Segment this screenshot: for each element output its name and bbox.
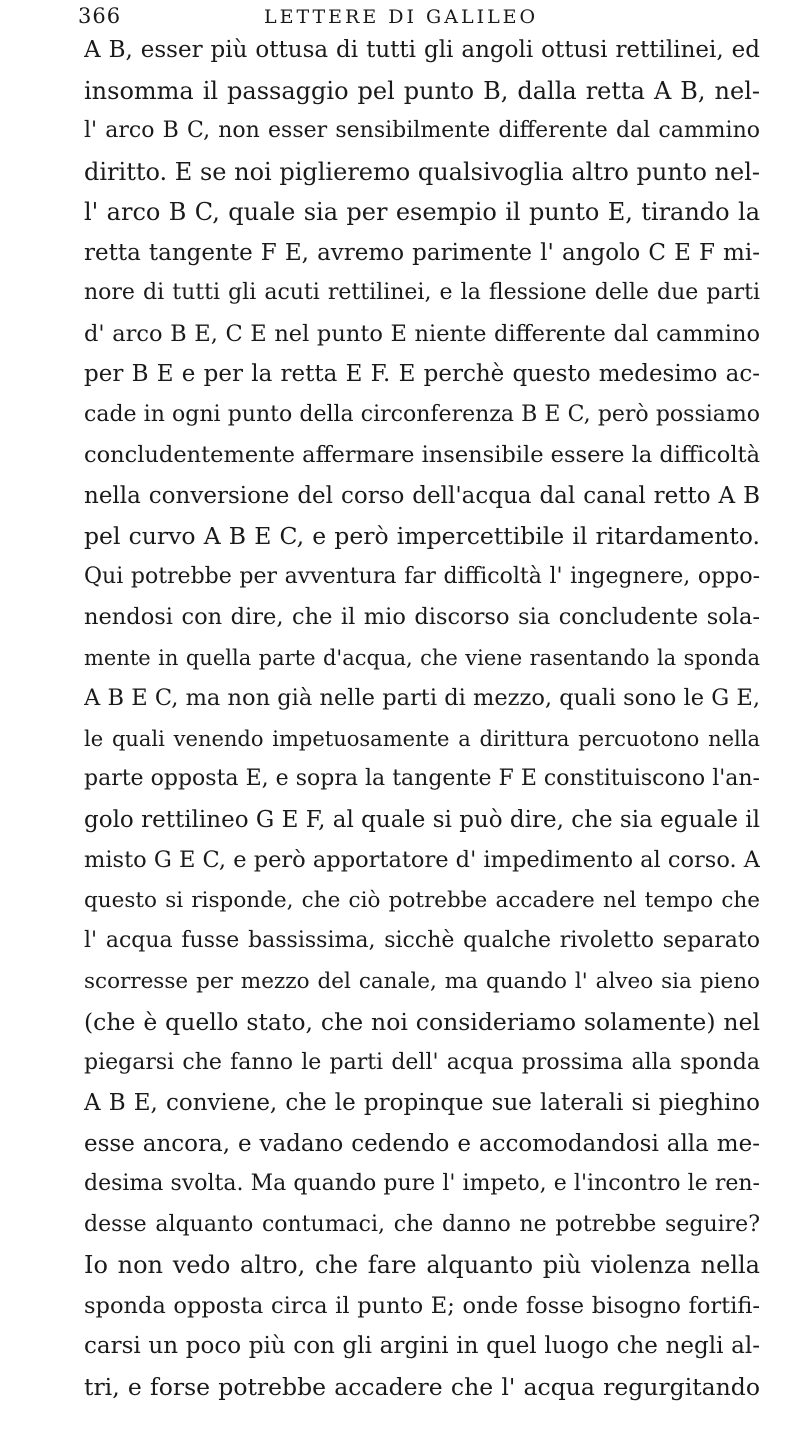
text-line: desse alquanto contumaci, che danno ne potrebbe seguire? xyxy=(84,1211,760,1237)
text-line: nella conversione del corso dell'acqua dal canal retto A B xyxy=(84,482,760,509)
text-line: sponda opposta circa il punto E; onde fosse bisogno fortifi- xyxy=(84,1292,760,1319)
text-line: nore di tutti gli acuti rettilinei, e la flessione delle due parti xyxy=(84,280,760,305)
text-line: tri, e forse potrebbe accadere che l' acqua regurgitando xyxy=(84,1372,760,1401)
text-line: misto G E C, e però apportatore d' impedimento al corso. A xyxy=(84,847,760,873)
text-line: l' arco B C, quale sia per esempio il punto E, tirando la xyxy=(84,198,760,226)
text-line: golo rettilineo G E F, al quale si può dire, che sia eguale il xyxy=(84,806,760,833)
text-line: A B E, conviene, che le propinque sue laterali si pieghino xyxy=(84,1090,760,1116)
text-line: concludentemente affermare insensibile essere la difficoltà xyxy=(84,442,760,468)
text-line: diritto. E se noi piglieremo qualsivoglia altro punto nel- xyxy=(84,157,760,186)
text-line: Io non vedo altro, che fare alquanto più violenza nella xyxy=(84,1251,760,1279)
text-line: Qui potrebbe per avventura far difficoltà l' ingegnere, oppo- xyxy=(84,563,760,589)
text-line: desima svolta. Ma quando pure l' impeto, e l'incontro le ren- xyxy=(84,1171,760,1196)
text-line: A B E C, ma non già nelle parti di mezzo, quali sono le G E, xyxy=(84,685,760,711)
page-number: 366 xyxy=(78,4,122,28)
text-line: scorresse per mezzo del canale, ma quando l' alveo sia pieno xyxy=(84,968,760,994)
text-line: parte opposta E, e sopra la tangente F E constituiscono l'an- xyxy=(84,766,760,791)
text-line: carsi un poco più con gli argini in quel luogo che negli al- xyxy=(84,1333,760,1359)
text-line: le quali venendo impetuosamente a dirittura percuotono nella xyxy=(84,726,760,751)
text-line: retta tangente F E, avremo parimente l' angolo C E F mi- xyxy=(84,239,760,266)
text-line: l' arco B C, non esser sensibilmente differente dal cammino xyxy=(84,118,760,143)
text-line: pel curvo A B E C, e però impercettibile il ritardamento. xyxy=(84,522,760,550)
text-line: cade in ogni punto della circonferenza B E C, però possiamo xyxy=(84,401,760,427)
text-line: nendosi con dire, che il mio discorso sia concludente sola- xyxy=(84,604,760,630)
text-line: questo si risponde, che ciò potrebbe accadere nel tempo che xyxy=(84,887,760,913)
running-head: LETTERE DI GALILEO xyxy=(264,6,539,28)
text-line: insomma il passaggio pel punto B, dalla retta A B, nel- xyxy=(84,76,760,105)
text-line: (che è quello stato, che noi consideriamo solamente) nel xyxy=(84,1008,760,1036)
text-line: l' acqua fusse bassissima, sicchè qualche rivoletto separato xyxy=(84,928,760,953)
text-line: A B, esser più ottusa di tutti gli angoli ottusi rettilinei, ed xyxy=(84,37,760,63)
page-header xyxy=(78,4,778,32)
text-line: per B E e per la retta E F. E perchè questo medesimo ac- xyxy=(84,361,760,387)
text-line: piegarsi che fanno le parti dell' acqua prossima alla sponda xyxy=(84,1049,760,1075)
text-line: d' arco B E, C E nel punto E niente differente dal cammino xyxy=(84,320,760,347)
body-text xyxy=(84,30,760,1407)
text-line: mente in quella parte d'acqua, che viene rasentando la sponda xyxy=(84,645,760,670)
text-line: esse ancora, e vadano cedendo e accomodandosi alla me- xyxy=(84,1130,760,1157)
